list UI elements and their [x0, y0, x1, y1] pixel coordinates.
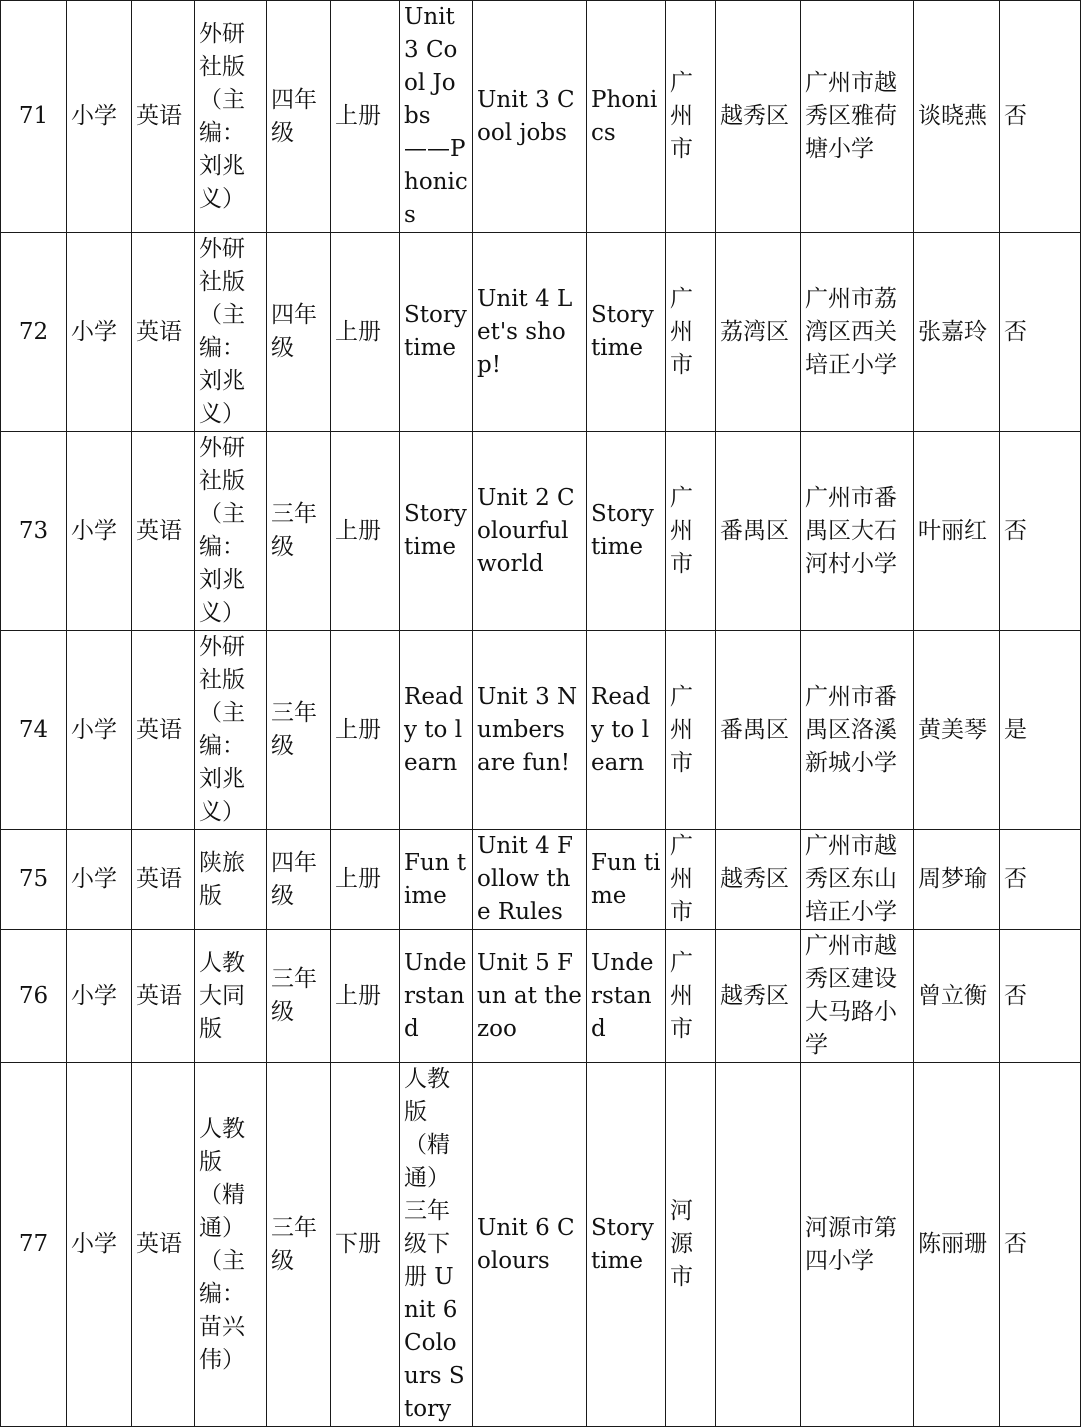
- cell-flag: 是: [1000, 631, 1081, 830]
- cell-city: 广州市: [666, 930, 716, 1063]
- cell-no: 71: [1, 1, 67, 233]
- cell-city: 广州市: [666, 233, 716, 432]
- cell-topic: 人教版（精通）三年级下册 Unit 6 Colours Story: [400, 1063, 473, 1427]
- cell-school: 广州市越秀区建设大马路小学: [801, 930, 914, 1063]
- cell-stage: 小学: [67, 1063, 132, 1427]
- cell-section: Story time: [587, 1063, 666, 1427]
- cell-topic: Ready to learn: [400, 631, 473, 830]
- cell-no: 74: [1, 631, 67, 830]
- cell-flag: 否: [1000, 432, 1081, 631]
- cell-school: 河源市第四小学: [801, 1063, 914, 1427]
- cell-subject: 英语: [132, 233, 195, 432]
- cell-city: 河源市: [666, 1063, 716, 1427]
- cell-subject: 英语: [132, 631, 195, 830]
- cell-subject: 英语: [132, 1063, 195, 1427]
- cell-volume: 上册: [331, 1, 400, 233]
- cell-teacher: 曾立衡: [914, 930, 1000, 1063]
- cell-stage: 小学: [67, 233, 132, 432]
- cell-school: 广州市越秀区东山培正小学: [801, 830, 914, 930]
- cell-city: 广州市: [666, 631, 716, 830]
- cell-edition: 人教版（精通）（主编：苗兴伟）: [195, 1063, 267, 1427]
- cell-grade: 三年级: [267, 432, 331, 631]
- table-row: [1, 1, 1081, 233]
- cell-unit: Unit 3 Cool jobs: [473, 1, 587, 233]
- cell-grade: 三年级: [267, 1063, 331, 1427]
- cell-city: 广州市: [666, 830, 716, 930]
- cell-flag: 否: [1000, 1, 1081, 233]
- table-row: [1, 432, 1081, 631]
- cell-subject: 英语: [132, 1, 195, 233]
- cell-topic: Story time: [400, 432, 473, 631]
- cell-school: 广州市番禺区大石河村小学: [801, 432, 914, 631]
- cell-grade: 四年级: [267, 830, 331, 930]
- cell-grade: 四年级: [267, 1, 331, 233]
- table-row: [1, 930, 1081, 1063]
- table-row: [1, 233, 1081, 432]
- cell-teacher: 张嘉玲: [914, 233, 1000, 432]
- cell-edition: 外研社版（主编：刘兆义）: [195, 432, 267, 631]
- cell-district: [716, 1063, 801, 1427]
- cell-district: 越秀区: [716, 830, 801, 930]
- cell-flag: 否: [1000, 1063, 1081, 1427]
- cell-teacher: 周梦瑜: [914, 830, 1000, 930]
- cell-flag: 否: [1000, 233, 1081, 432]
- cell-teacher: 谈晓燕: [914, 1, 1000, 233]
- cell-edition: 外研社版（主编：刘兆义）: [195, 631, 267, 830]
- cell-school: 广州市荔湾区西关培正小学: [801, 233, 914, 432]
- cell-volume: 上册: [331, 233, 400, 432]
- cell-edition: 陕旅版: [195, 830, 267, 930]
- cell-no: 77: [1, 1063, 67, 1427]
- cell-stage: 小学: [67, 432, 132, 631]
- cell-no: 75: [1, 830, 67, 930]
- cell-unit: Unit 6 Colours: [473, 1063, 587, 1427]
- cell-district: 番禺区: [716, 631, 801, 830]
- cell-section: Story time: [587, 233, 666, 432]
- table-row: [1, 1063, 1081, 1427]
- cell-stage: 小学: [67, 631, 132, 830]
- cell-city: 广州市: [666, 432, 716, 631]
- cell-district: 越秀区: [716, 1, 801, 233]
- cell-volume: 上册: [331, 830, 400, 930]
- cell-unit: Unit 3 Numbers are fun!: [473, 631, 587, 830]
- cell-edition: 人教大同版: [195, 930, 267, 1063]
- cell-edition: 外研社版（主编：刘兆义）: [195, 1, 267, 233]
- cell-topic: Unit 3 Cool Jobs——Phonics: [400, 1, 473, 233]
- cell-section: Story time: [587, 432, 666, 631]
- cell-teacher: 陈丽珊: [914, 1063, 1000, 1427]
- cell-district: 越秀区: [716, 930, 801, 1063]
- cell-district: 荔湾区: [716, 233, 801, 432]
- cell-section: Ready to learn: [587, 631, 666, 830]
- cell-school: 广州市番禺区洛溪新城小学: [801, 631, 914, 830]
- cell-teacher: 叶丽红: [914, 432, 1000, 631]
- cell-subject: 英语: [132, 830, 195, 930]
- cell-topic: Fun time: [400, 830, 473, 930]
- cell-no: 72: [1, 233, 67, 432]
- cell-unit: Unit 4 Follow the Rules: [473, 830, 587, 930]
- cell-topic: Understand: [400, 930, 473, 1063]
- cell-volume: 上册: [331, 432, 400, 631]
- cell-unit: Unit 5 Fun at the zoo: [473, 930, 587, 1063]
- cell-city: 广州市: [666, 1, 716, 233]
- cell-subject: 英语: [132, 930, 195, 1063]
- cell-teacher: 黄美琴: [914, 631, 1000, 830]
- cell-unit: Unit 2 Colourful world: [473, 432, 587, 631]
- cell-stage: 小学: [67, 830, 132, 930]
- cell-grade: 三年级: [267, 930, 331, 1063]
- cell-volume: 上册: [331, 631, 400, 830]
- cell-volume: 下册: [331, 1063, 400, 1427]
- cell-section: Phonics: [587, 1, 666, 233]
- cell-volume: 上册: [331, 930, 400, 1063]
- cell-no: 76: [1, 930, 67, 1063]
- cell-grade: 四年级: [267, 233, 331, 432]
- cell-flag: 否: [1000, 830, 1081, 930]
- cell-grade: 三年级: [267, 631, 331, 830]
- cell-edition: 外研社版（主编：刘兆义）: [195, 233, 267, 432]
- cell-section: Understand: [587, 930, 666, 1063]
- cell-school: 广州市越秀区雅荷塘小学: [801, 1, 914, 233]
- cell-flag: 否: [1000, 930, 1081, 1063]
- cell-stage: 小学: [67, 930, 132, 1063]
- cell-topic: Story time: [400, 233, 473, 432]
- cell-no: 73: [1, 432, 67, 631]
- cell-stage: 小学: [67, 1, 132, 233]
- table-row: [1, 631, 1081, 830]
- cell-unit: Unit 4 Let's shop!: [473, 233, 587, 432]
- cell-district: 番禺区: [716, 432, 801, 631]
- table-row: [1, 830, 1081, 930]
- cell-subject: 英语: [132, 432, 195, 631]
- cell-section: Fun time: [587, 830, 666, 930]
